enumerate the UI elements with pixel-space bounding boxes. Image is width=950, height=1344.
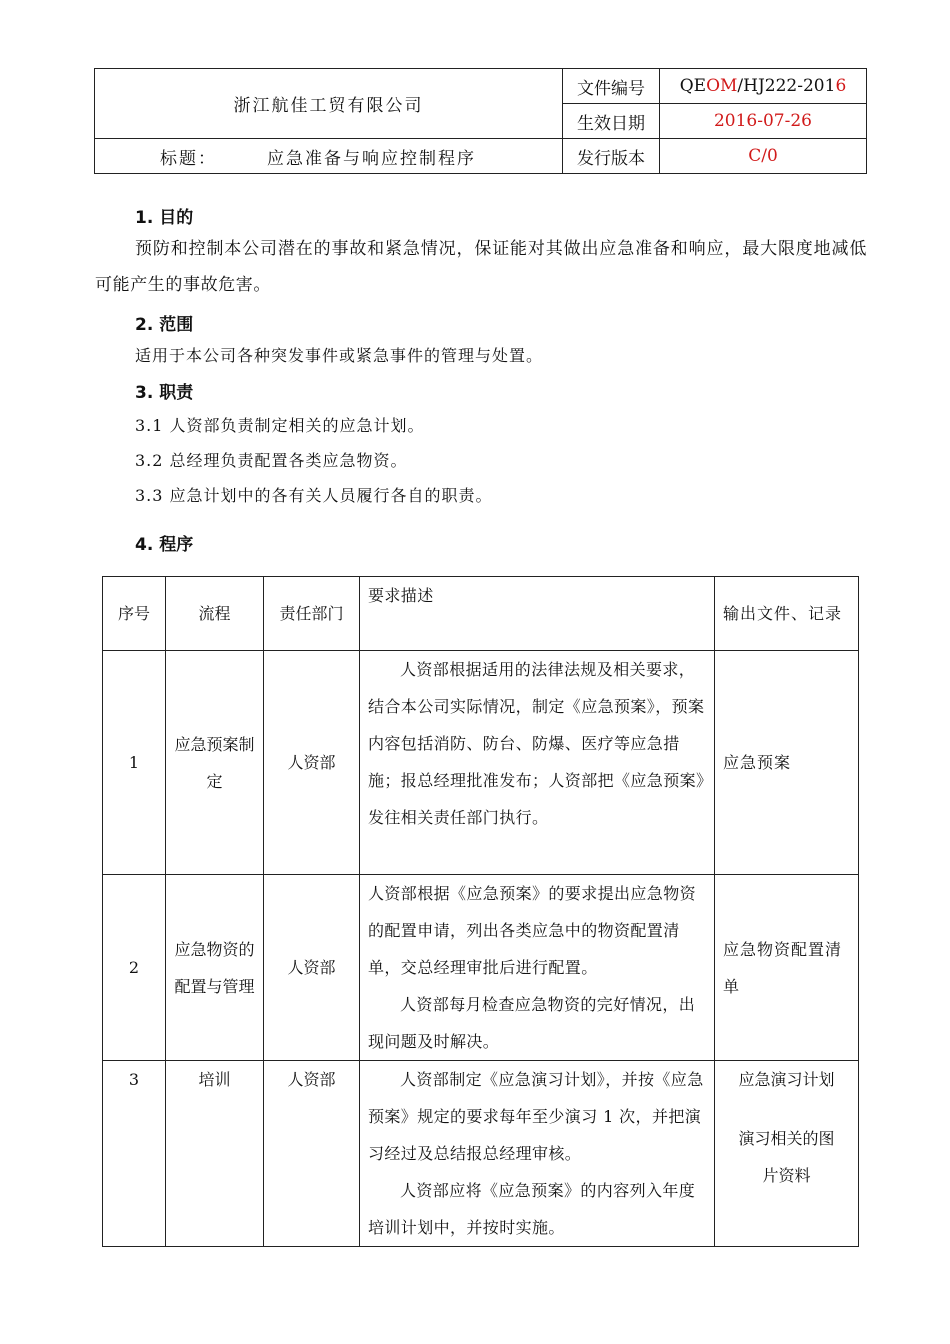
version-value: C/0 xyxy=(660,139,867,174)
table-header-row xyxy=(103,577,859,651)
description-paragraph: 人资部制定《应急演习计划》，并按《应急预案》规定的要求每年至少演习 1 次，并把演习经过及总结报总经理审核。 xyxy=(368,1070,704,1163)
doc-number-label: 文件编号 xyxy=(563,69,660,104)
row-flow: 应急预案制定 xyxy=(166,651,264,875)
output-item: 应急预案 xyxy=(723,753,792,772)
section-1-heading: 1. 目的 xyxy=(135,208,194,228)
document-header-table xyxy=(94,68,867,174)
column-header: 输出文件、记录 xyxy=(715,577,859,651)
row-flow: 应急物资的配置与管理 xyxy=(166,875,264,1061)
doc-number-value: QEOM/HJ222-2016 xyxy=(660,69,867,104)
company-name: 浙江航佳工贸有限公司 xyxy=(95,69,563,139)
output-item: 演习相关的图片资料 xyxy=(738,1129,835,1185)
row-output xyxy=(715,651,859,875)
row-flow: 培训 xyxy=(166,1061,264,1247)
version-label: 发行版本 xyxy=(563,139,660,174)
title-value: 应急准备与响应控制程序 xyxy=(267,148,476,169)
description-paragraph: 人资部根据《应急预案》的要求提出应急物资的配置申请，列出各类应急中的物资配置清单，交总经理审批后进行配置。 xyxy=(368,884,697,977)
row-description xyxy=(360,1061,715,1247)
table-row xyxy=(103,875,859,1061)
row-number: 3 xyxy=(103,1061,166,1247)
section-2-heading: 2. 范围 xyxy=(135,315,194,335)
row-output xyxy=(715,875,859,1061)
output-item: 应急演习计划 xyxy=(738,1070,835,1089)
row-dept: 人资部 xyxy=(264,875,360,1061)
row-output xyxy=(715,1061,859,1247)
output-item: 应急物资配置清单 xyxy=(723,939,843,996)
row-dept: 人资部 xyxy=(264,651,360,875)
row-number: 2 xyxy=(103,875,166,1061)
column-header: 流程 xyxy=(166,577,264,651)
effective-date-value: 2016-07-26 xyxy=(660,104,867,139)
section-2-text: 适用于本公司各种突发事件或紧急事件的管理与处置。 xyxy=(135,346,544,365)
section-1-text: 预防和控制本公司潜在的事故和紧急情况，保证能对其做出应急准备和响应，最大限度地减低可能产生的事故危害。 xyxy=(95,239,867,295)
row-dept: 人资部 xyxy=(264,1061,360,1247)
row-description xyxy=(360,875,715,1061)
procedure-table xyxy=(102,576,859,1247)
section-3-item: 3.3 应急计划中的各有关人员履行各自的职责。 xyxy=(135,486,493,505)
title-label: 标题： xyxy=(160,148,217,169)
table-row xyxy=(103,651,859,875)
section-3-heading: 3. 职责 xyxy=(135,383,194,403)
column-header: 要求描述 xyxy=(360,577,715,651)
effective-date-label: 生效日期 xyxy=(563,104,660,139)
section-4-heading: 4. 程序 xyxy=(135,535,194,555)
row-description xyxy=(360,651,715,875)
description-paragraph: 人资部每月检查应急物资的完好情况，出现问题及时解决。 xyxy=(368,995,696,1051)
column-header: 序号 xyxy=(103,577,166,651)
section-3-item: 3.2 总经理负责配置各类应急物资。 xyxy=(135,451,408,470)
column-header: 责任部门 xyxy=(264,577,360,651)
document-title xyxy=(95,139,563,174)
row-number: 1 xyxy=(103,651,166,875)
section-3-item: 3.1 人资部负责制定相关的应急计划。 xyxy=(135,416,425,435)
description-paragraph: 人资部应将《应急预案》的内容列入年度培训计划中，并按时实施。 xyxy=(368,1181,696,1237)
table-row xyxy=(103,1061,859,1247)
description-paragraph: 人资部根据适用的法律法规及相关要求，结合本公司实际情况，制定《应急预案》，预案内容包括消防、防台、防爆、医疗等应急措施；报总经理批准发布；人资部把《应急预案》发往相关责任部门执行。 xyxy=(368,660,705,827)
